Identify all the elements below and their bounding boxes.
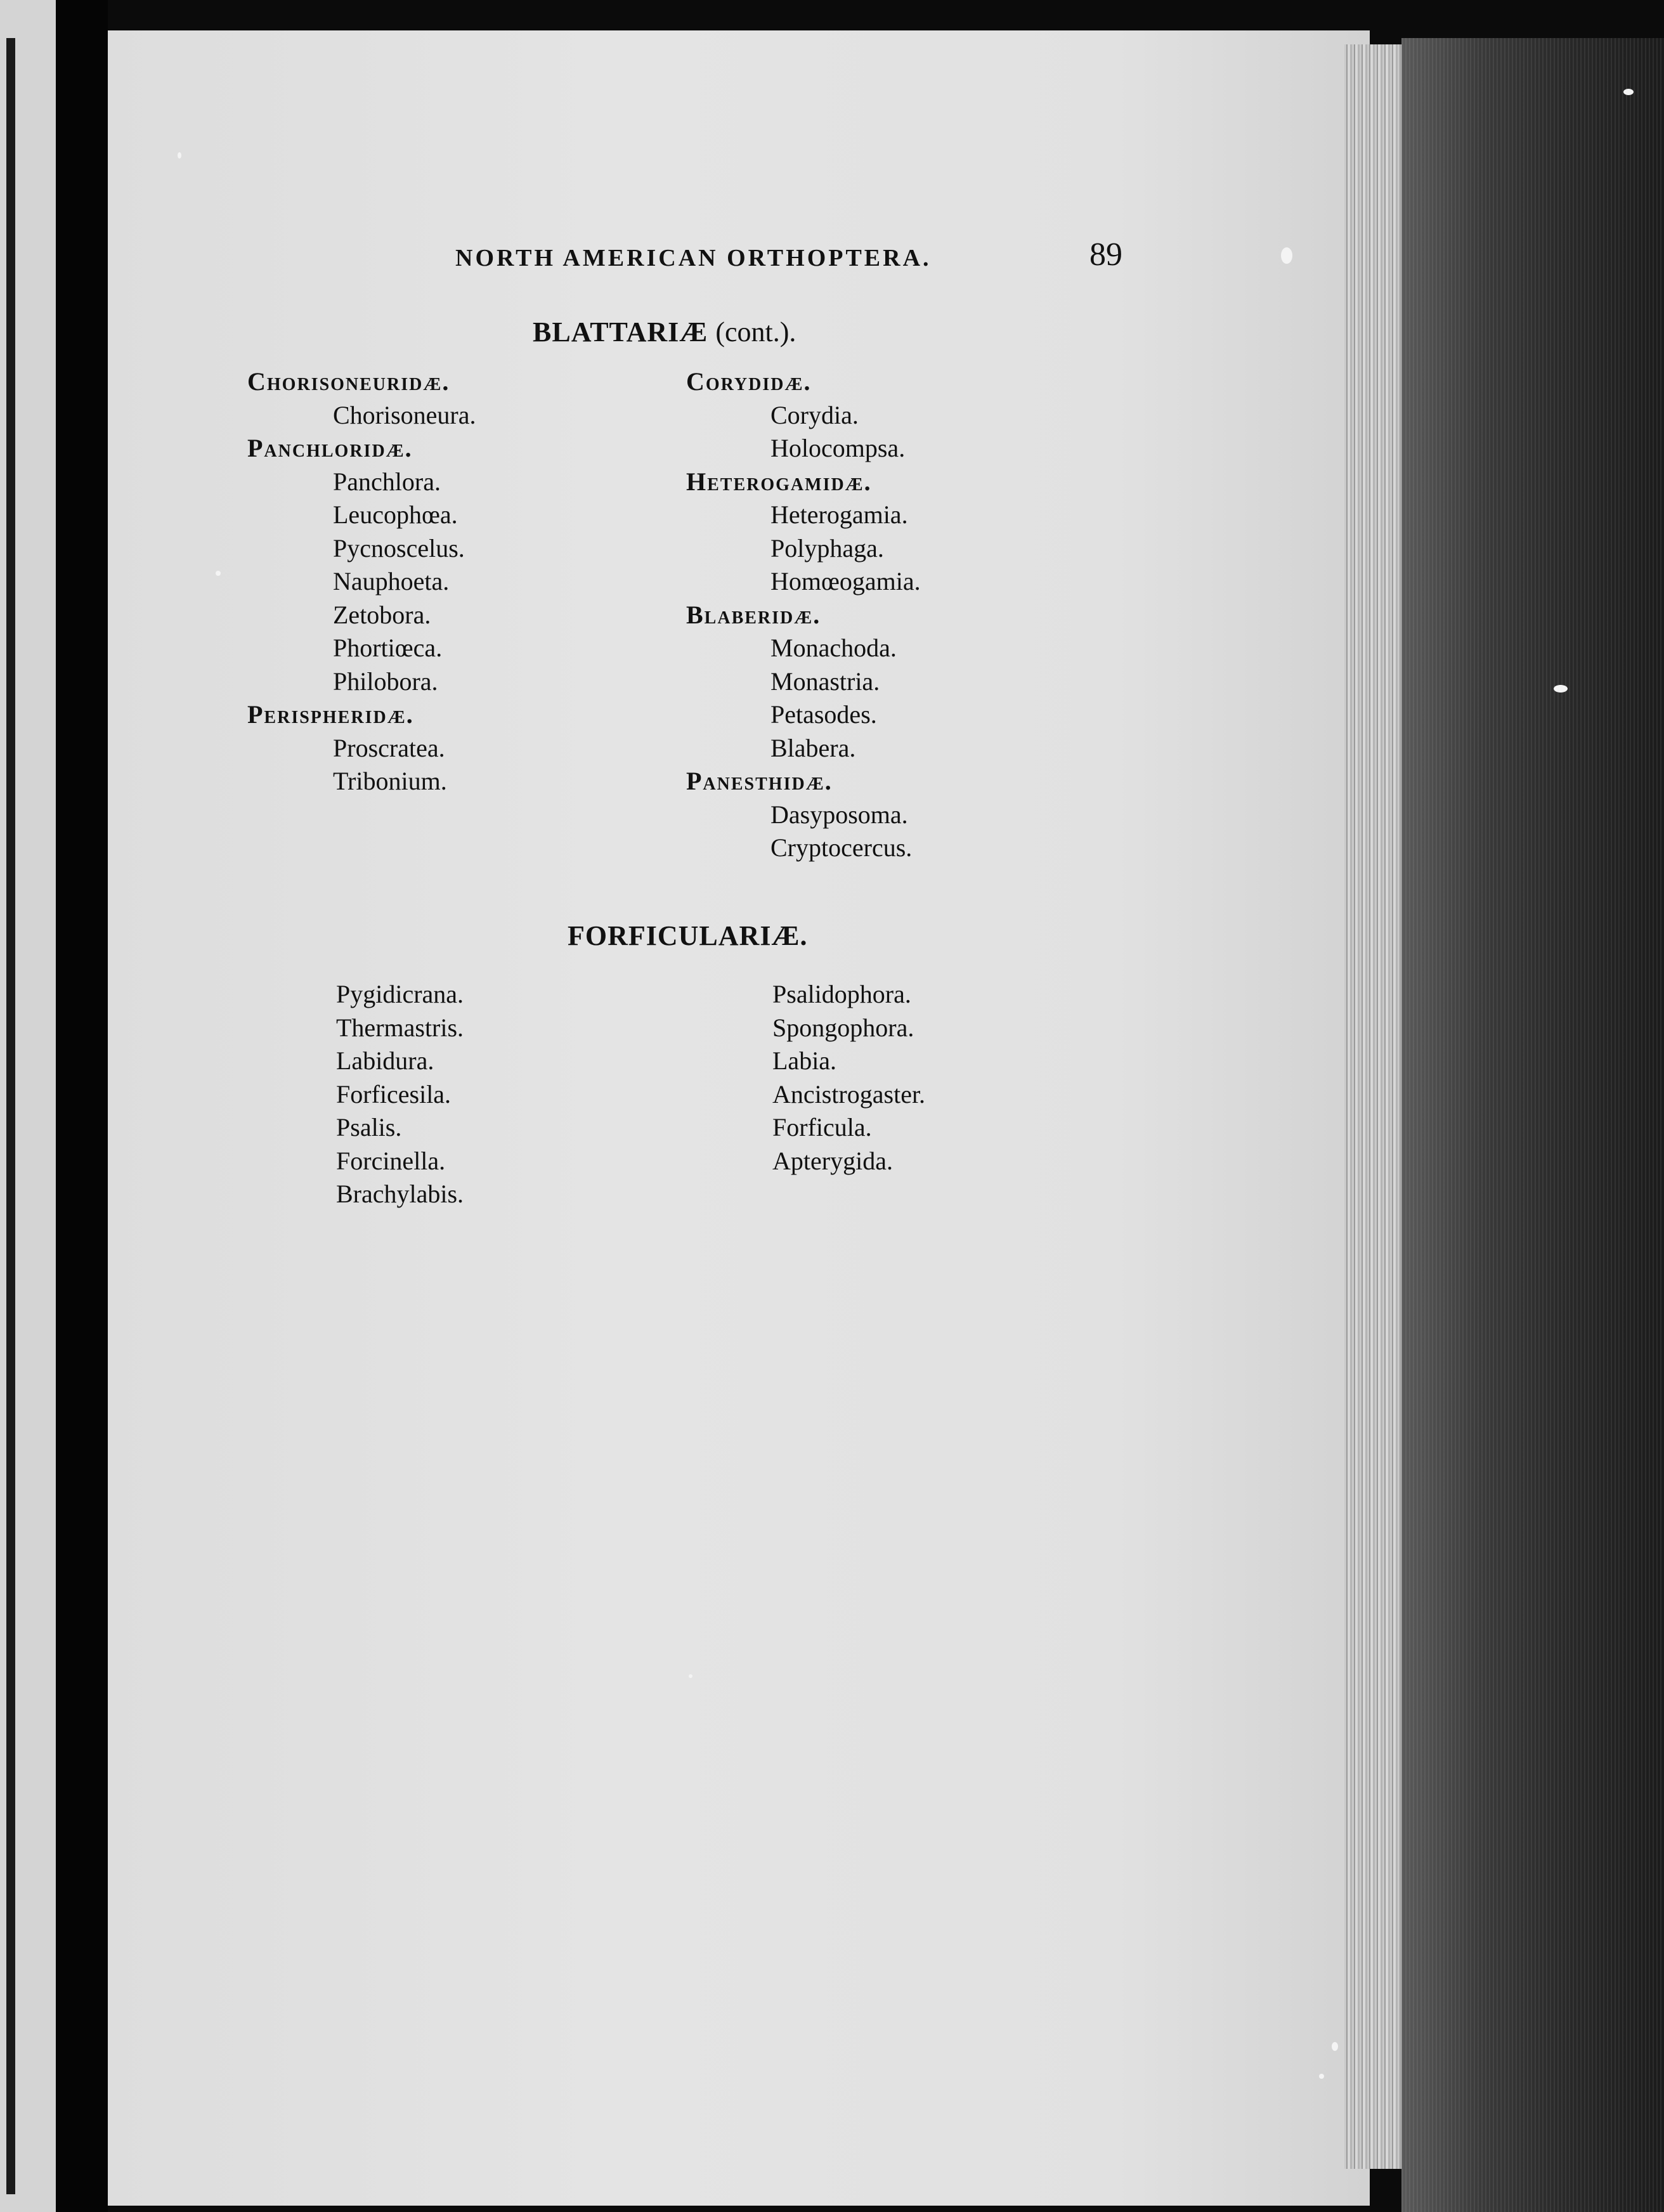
genus-entry: Brachylabis. xyxy=(336,1180,464,1208)
family-heading: Perispheridæ. xyxy=(247,700,414,729)
genus-entry: Thermastris. xyxy=(336,1013,464,1042)
genus-entry: Phortiœca. xyxy=(333,634,443,662)
genus-entry: Proscratea. xyxy=(333,733,445,762)
genus-entry: Forficesila. xyxy=(336,1079,452,1109)
genus-entry: Spongophora. xyxy=(772,1013,914,1042)
genus-entry: Blabera. xyxy=(770,733,856,762)
scan-speck xyxy=(216,571,221,576)
genus-entry: Apterygida. xyxy=(772,1146,893,1175)
genus-entry: Pycnoscelus. xyxy=(333,533,465,563)
family-heading: Blaberidæ. xyxy=(686,600,821,629)
family-heading: Panesthidæ. xyxy=(686,767,833,795)
genus-entry: Leucophœa. xyxy=(333,500,458,529)
scan-speck xyxy=(178,152,181,159)
genus-entry: Monastria. xyxy=(770,667,880,696)
scan-speck xyxy=(1623,89,1634,95)
genus-entry: Labidura. xyxy=(336,1046,434,1075)
family-heading: Panchloridæ. xyxy=(247,434,413,462)
book-fore-edge xyxy=(1401,38,1664,2212)
family-heading: Corydidæ. xyxy=(686,367,812,396)
genus-entry: Corydia. xyxy=(770,400,859,429)
genus-entry: Pygidicrana. xyxy=(336,980,464,1008)
genus-entry: Ancistrogaster. xyxy=(772,1079,926,1109)
book-gutter xyxy=(56,0,108,2212)
running-head: NORTH AMERICAN ORTHOPTERA. xyxy=(455,245,932,271)
genus-entry: Zetobora. xyxy=(333,600,431,629)
section-title-suffix: (cont.). xyxy=(715,316,796,348)
scan-speck xyxy=(1332,2042,1338,2051)
scan-speck xyxy=(689,1674,692,1678)
family-heading: Heterogamidæ. xyxy=(686,467,872,496)
genus-entry: Polyphaga. xyxy=(770,533,884,563)
scan-speck xyxy=(1319,2074,1324,2079)
genus-entry: Chorisoneura. xyxy=(333,400,476,429)
genus-entry: Dasyposoma. xyxy=(770,800,908,829)
section-title-blattariae xyxy=(533,316,796,348)
book-page xyxy=(108,30,1370,2206)
scan-speck xyxy=(1281,247,1292,264)
family-heading: Chorisoneuridæ. xyxy=(247,367,450,396)
section-title-text: BLATTARIÆ xyxy=(533,316,708,348)
genus-entry: Forficula. xyxy=(772,1113,872,1142)
genus-entry: Panchlora. xyxy=(333,467,441,496)
scan-speck xyxy=(1554,685,1568,693)
genus-entry: Nauphoeta. xyxy=(333,567,450,595)
genus-entry: Psalis. xyxy=(336,1113,402,1142)
genus-entry: Tribonium. xyxy=(333,767,447,795)
genus-entry: Holocompsa. xyxy=(770,434,906,462)
genus-entry: Philobora. xyxy=(333,667,438,696)
genus-entry: Homœogamia. xyxy=(770,567,921,595)
facing-page-edge xyxy=(0,0,56,2212)
genus-entry: Labia. xyxy=(772,1046,837,1075)
genus-entry: Heterogamia. xyxy=(770,500,908,529)
genus-entry: Cryptocercus. xyxy=(770,833,913,862)
genus-entry: Forcinella. xyxy=(336,1146,446,1175)
genus-entry: Psalidophora. xyxy=(772,980,911,1008)
section-title-forficulariae: FORFICULARIÆ. xyxy=(568,920,808,951)
page-number: 89 xyxy=(1089,237,1122,273)
genus-entry: Petasodes. xyxy=(770,700,877,729)
page-stack-edges xyxy=(1344,44,1408,2169)
genus-entry: Monachoda. xyxy=(770,634,897,662)
